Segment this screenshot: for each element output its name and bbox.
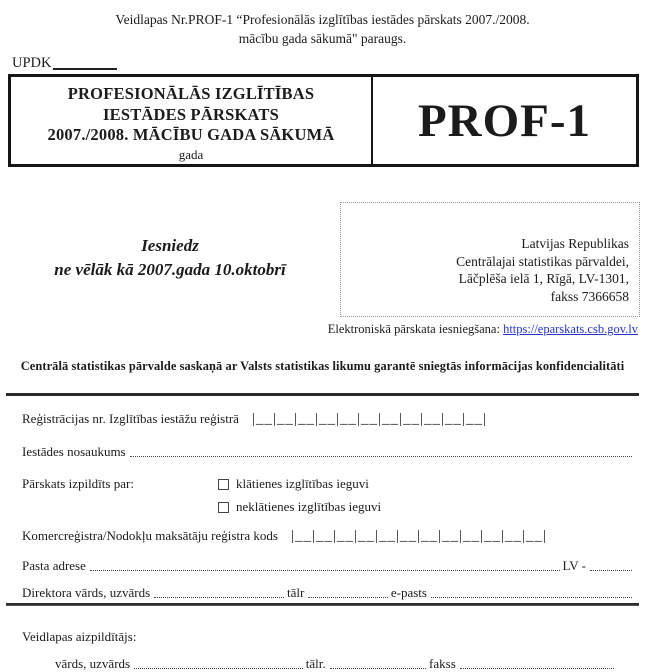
commercial-register-cells: |__|__|__|__|__|__|__|__|__|__|__|__| [290, 528, 548, 544]
postal-code-field [590, 570, 632, 571]
institution-name-row [22, 444, 635, 460]
institution-name-label: Iestādes nosaukums [22, 444, 126, 459]
deadline-line2: ne vēlāk kā 2007.gada 10.oktobrī [54, 259, 286, 279]
updk-row [12, 55, 645, 72]
checkbox-fulltime[interactable] [218, 479, 229, 490]
form-code: PROF-1 [417, 94, 592, 147]
form-code-cell [373, 77, 636, 164]
deadline-line1: Iesniedz [141, 235, 199, 255]
checkbox-parttime[interactable] [218, 502, 229, 513]
director-name-field [154, 597, 284, 598]
filler-phone-label: tālr. [305, 656, 326, 671]
section-divider-rule [6, 393, 639, 396]
filler-phone-field [330, 668, 426, 669]
commercial-register-label: Komercreģistra/Nodokļu maksātāju reģistra kods [22, 528, 278, 543]
document-title-line2: mācību gada sākumā" paraugs. [238, 31, 407, 46]
filler-fax-label: fakss [429, 656, 456, 671]
postal-address-label: Pasta adrese [22, 558, 86, 573]
registration-number-row [22, 411, 635, 427]
document-title [0, 0, 645, 48]
report-type-option-fulltime [218, 476, 381, 492]
confidentiality-note: Centrālā statistikas pārvalde saskaņā ar Valsts statistikas likumu garantē sniegtās informācijas konfidencialitāti [20, 359, 625, 373]
director-email-field [431, 597, 632, 598]
registration-number-cells: |__|__|__|__|__|__|__|__|__|__|__| [251, 411, 488, 427]
form-title-cell [11, 77, 373, 164]
updk-fill-line [53, 68, 117, 70]
form-header-box [8, 74, 639, 167]
director-name-label: Direktora vārds, uzvārds [22, 585, 151, 600]
report-type-row [22, 476, 635, 522]
filler-name-field [134, 668, 303, 669]
electronic-submission-label: Elektroniskā pārskata iesniegšana: [327, 322, 504, 336]
director-email-label: e-pasts [390, 585, 427, 600]
bottom-divider-rule [6, 603, 639, 606]
filler-row [55, 656, 617, 672]
postal-address-field [90, 570, 560, 571]
postal-code-prefix: LV - [562, 558, 586, 573]
updk-label: UPDK [12, 55, 52, 71]
commercial-register-row [22, 528, 635, 544]
eparskats-link[interactable]: https://eparskats.csb.gov.lv [503, 322, 638, 336]
recipient-line: fakss 7366658 [550, 288, 629, 304]
form-title-subtitle: gada [178, 146, 204, 162]
form-title-line3: 2007./2008. MĀCĪBU GADA SĀKUMĀ [47, 125, 335, 144]
director-row [22, 585, 635, 601]
report-type-option-parttime [218, 499, 381, 515]
recipient-address-box [340, 202, 640, 317]
recipient-line: Centrālajai statistikas pārvaldei, [456, 253, 629, 269]
recipient-line: Latvijas Republikas [521, 236, 629, 251]
filler-name-label: vārds, uzvārds [55, 656, 131, 671]
checkbox-parttime-label: neklātienes izglītības ieguvi [236, 499, 382, 514]
submission-section [0, 202, 645, 317]
deadline-note [0, 202, 340, 317]
registration-number-label: Reģistrācijas nr. Izglītības iestāžu reģistrā [22, 411, 239, 426]
director-phone-field [308, 597, 388, 598]
form-title-line1: PROFESIONĀLĀS IZGLĪTĪBAS [67, 84, 315, 103]
postal-address-row [22, 558, 635, 574]
recipient-line: Lāčplēša ielā 1, Rīgā, LV-1301, [458, 271, 629, 286]
report-type-label: Pārskats izpildīts par: [22, 476, 134, 491]
electronic-submission-row [0, 322, 638, 337]
filler-fax-field [460, 668, 614, 669]
filler-section-label: Veidlapas aizpildītājs: [22, 629, 137, 644]
report-type-options [218, 476, 381, 522]
checkbox-fulltime-label: klātienes izglītības ieguvi [236, 476, 369, 491]
form-title-line2: IESTĀDES PĀRSKATS [103, 104, 279, 124]
director-phone-label: tālr [286, 585, 305, 600]
institution-name-field [130, 456, 632, 457]
document-title-line1: Veidlapas Nr.PROF-1 “Profesionālās izglītības iestādes pārskats 2007./2008. [115, 12, 530, 27]
